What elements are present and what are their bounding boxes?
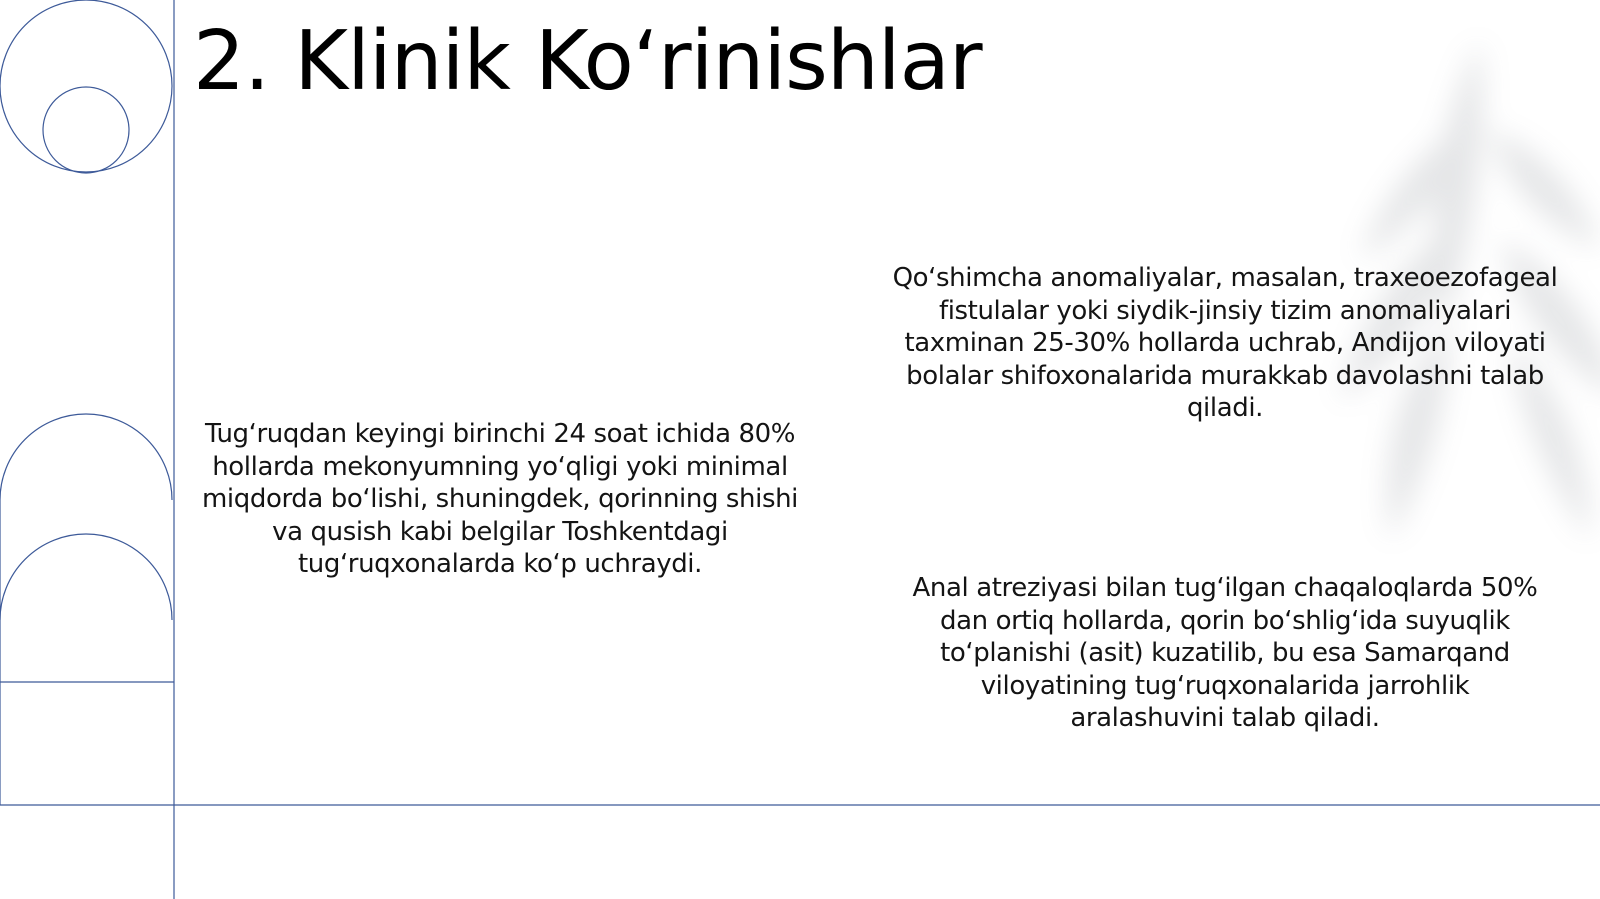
clinical-text-right-top: Qo‘shimcha anomaliyalar, masalan, traxeoezofageal fistulalar yoki siydik-jinsiy tizim anomaliyalari taxminan 25-30% hollarda uchrab, Andijon viloyati bolalar shifoxonalarida murakkab davolashni talab qiladi. [892,263,1558,423]
clinical-text-right-bottom: Anal atreziyasi bilan tug‘ilgan chaqaloqlarda 50% dan ortiq hollarda, qorin bo‘shlig‘ida suyuqlik to‘planishi (asit) kuzatilib, bu esa Samarqand viloyatining tug‘ruqxonalarida jarrohlik aralashuvini talab qiladi. [912,573,1538,733]
upper-arch-outline [0,414,172,500]
small-circle-outline [43,87,129,173]
lower-arch-outline [0,534,172,620]
large-circle-outline [0,0,172,172]
slide-title: 2. Klinik Ko‘rinishlar [193,14,982,109]
clinical-text-left: Tug‘ruqdan keyingi birinchi 24 soat ichida 80% hollarda mekonyumning yo‘qligi yoki minimal miqdorda bo‘lishi, shuningdek, qorinning shishi va qusish kabi belgilar Toshkentdagi tug‘ruqxonalarda ko‘p uchraydi. [201,419,799,579]
